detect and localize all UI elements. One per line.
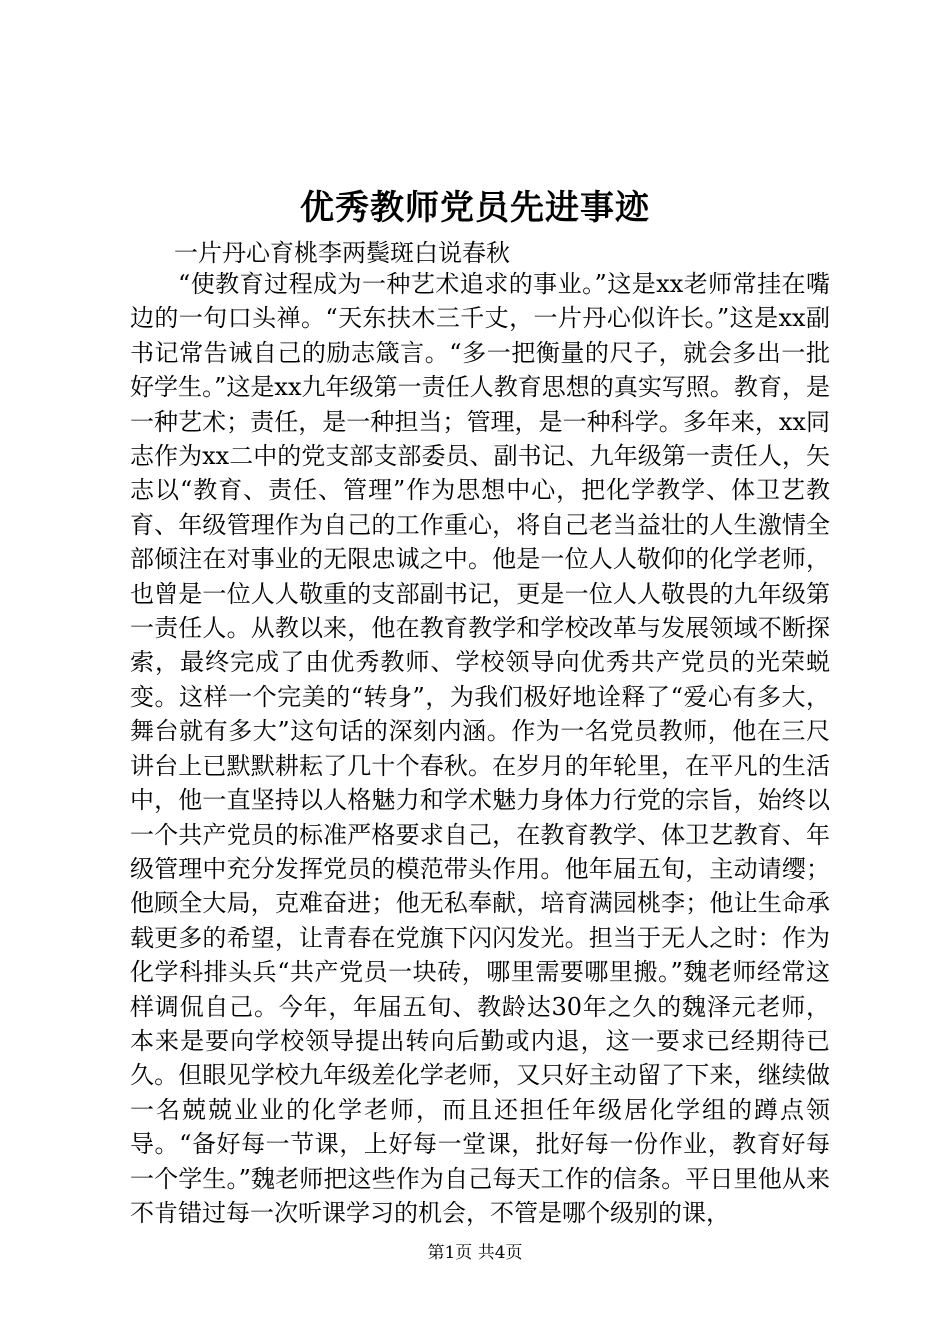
document-body: “使教育过程成为一种艺术追求的事业。”这是xx老师常挂在嘴边的一句口头禅。“天东扶木三千丈，一片丹心似许长。”这是xx副书记常告诫自己的励志箴言。“多一把衡量的尺子，就会多出一批好学生。”这是xx九年级第一责任人教育思想的真实写照。教育，是一种艺术；责任，是一种担当；管理，是一种科学。多年来，xx同志作为xx二中的党支部支部委员、副书记、九年级第一责任人，矢志以“教育、责任、管理”作为思想中心，把化学教学、体卫艺教育、年级管理作为自己的工作重心，将自己老当益壮的人生激情全部倾注在对事业的无限忠诚之中。他是一位人人敬仰的化学老师，也曾是一位人人敬重的支部副书记，更是一位人人敬畏的九年级第一责任人。从教以来，他在教育教学和学校改革与发展领域不断探索，最终完成了由优秀教师、学校领导向优秀共产党员的光荣蜕变。这样一个完美的“转身”，为我们极好地诠释了“爱心有多大，舞台就有多大”这句话的深刻内涵。作为一名党员教师，他在三尺讲台上已默默耕耘了几十个春秋。在岁月的年轮里，在平凡的生活中，他一直坚持以人格魅力和学术魅力身体力行党的宗旨，始终以一个共产党员的标准严格要求自己，在教育教学、体卫艺教育、年级管理中充分发挥党员的模范带头作用。他年届五旬，主动请缨；他顾全大局，克难奋进；他无私奉献，培育满园桃李；他让生命承载更多的希望，让青春在党旗下闪闪发光。担当于无人之时：作为化学科排头兵“共产党员一块砖，哪里需要哪里搬。”魏老师经常这样调侃自己。今年，年届五旬、教龄达30年之久的魏泽元老师，本来是要向学校领导提出转向后勤或内退，这一要求已经期待已久。但眼见学校九年级差化学老师，又只好主动留了下来，继续做一名兢兢业业的化学老师，而且还担任年级居化学组的蹲点领导。“备好每一节课，上好每一堂课，批好每一份作业，教育好每一个学生。”魏老师把这些作为自己每天工作的信条。平日里他从来不肯错过每一次听课学习的机会，不管是哪个级别的课， (130, 270, 830, 1227)
page-number-footer: 第1页 共4页 (427, 1243, 523, 1263)
document-title: 优秀教师党员先进事迹 (300, 188, 650, 228)
document-subtitle: 一片丹心育桃李两鬓斑白说春秋 (174, 239, 510, 267)
